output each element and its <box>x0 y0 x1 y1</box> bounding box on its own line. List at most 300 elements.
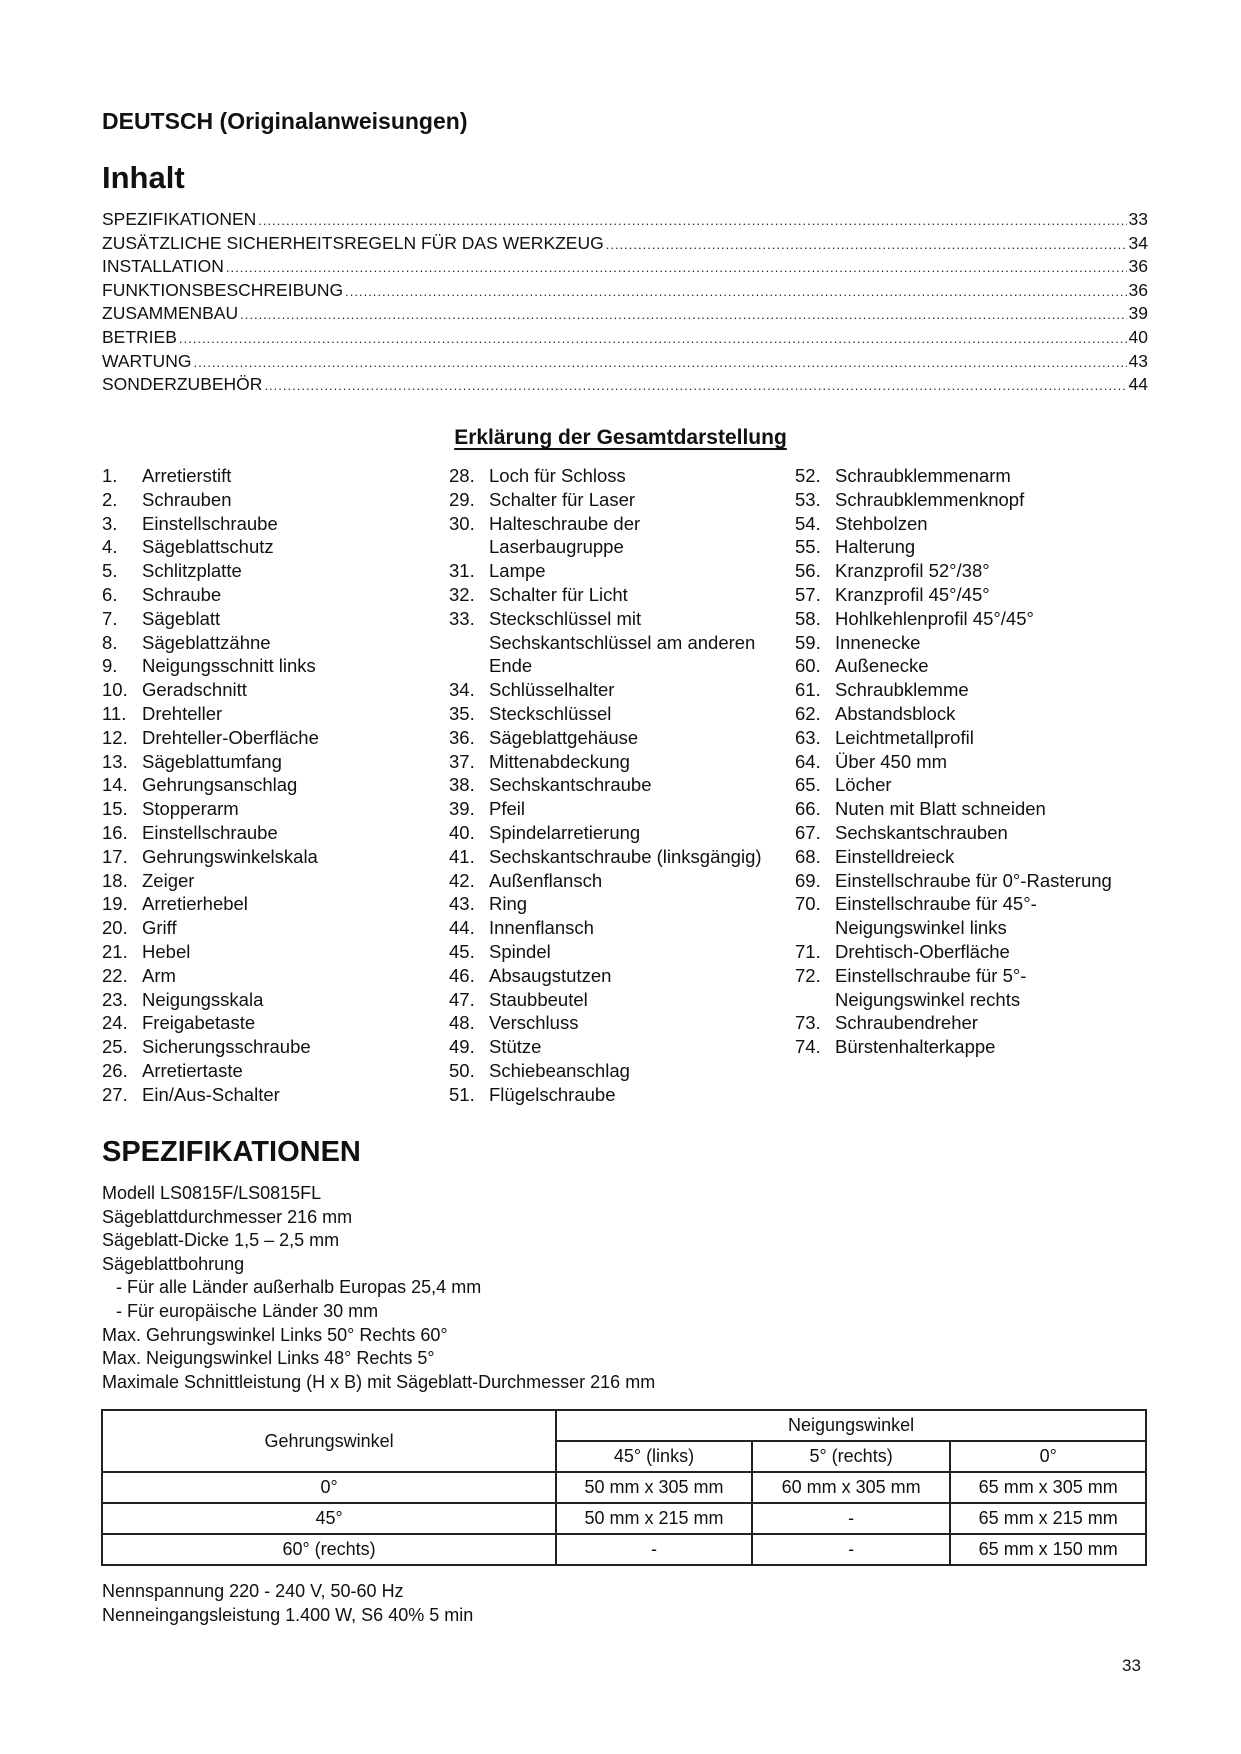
electrical-specs <box>102 1580 473 1627</box>
legend-item-number: 18. <box>102 869 128 891</box>
legend-item <box>449 988 779 1012</box>
legend-item-number: 68. <box>795 845 821 867</box>
page-number: 33 <box>1122 1656 1141 1675</box>
spec-line: - Für europäische Länder 30 mm <box>116 1300 379 1321</box>
legend-item-label: Über 450 mm <box>835 750 948 772</box>
legend-item-label: Einstellschraube für 5°- <box>835 964 1027 986</box>
table-column-header: 45° (links) <box>556 1441 752 1472</box>
toc-entry-page: 36 <box>1128 256 1148 277</box>
legend-item-label: Sägeblattschutz <box>142 536 274 558</box>
rated-voltage: Nennspannung 220 - 240 V, 50-60 Hz <box>102 1581 404 1601</box>
legend-item-number: 69. <box>795 869 821 891</box>
legend-item-number: 34. <box>449 679 475 701</box>
legend-item-label: Schraube <box>142 583 222 605</box>
legend-item-number: 1. <box>102 465 118 486</box>
specifications-title: SPEZIFIKATIONEN <box>102 1136 361 1168</box>
legend-item <box>102 702 422 726</box>
legend-title: Erklärung der Gesamtdarstellung <box>454 426 787 449</box>
legend-item-number: 7. <box>102 607 118 629</box>
legend-item-number <box>795 916 835 940</box>
legend-item-number: 29. <box>449 488 475 510</box>
legend-item <box>102 1059 422 1083</box>
legend-item-number: 63. <box>795 726 821 748</box>
legend-item-label: Pfeil <box>489 798 525 820</box>
legend-item <box>795 726 1135 750</box>
table-cell-label: 60° (rechts) <box>102 1534 556 1565</box>
legend-item-number: 66. <box>795 798 821 820</box>
legend-item <box>795 892 1135 916</box>
legend-item-number <box>449 654 489 678</box>
legend-item <box>795 916 1135 940</box>
legend-item-number: 17. <box>102 845 128 867</box>
toc-entry-title: ZUSAMMENBAU <box>102 303 239 324</box>
legend-item-label: Loch für Schloss <box>489 465 626 486</box>
toc-entry-page: 43 <box>1128 350 1148 371</box>
legend-item-number: 23. <box>102 988 128 1010</box>
legend-item <box>449 488 779 512</box>
legend-item-label: Löcher <box>835 774 892 796</box>
table-row <box>102 1472 1146 1503</box>
legend-item-label: Ein/Aus-Schalter <box>142 1083 280 1105</box>
spec-line: Max. Gehrungswinkel Links 50° Rechts 60° <box>102 1324 448 1345</box>
legend-item-number: 8. <box>102 631 118 653</box>
toc-entry-title: WARTUNG <box>102 350 192 371</box>
legend-item <box>102 607 422 631</box>
legend-item-number: 13. <box>102 750 128 772</box>
legend-item <box>795 821 1135 845</box>
legend-item <box>102 988 422 1012</box>
legend-item <box>449 773 779 797</box>
legend-item <box>449 1011 779 1035</box>
legend-item-number: 22. <box>102 964 128 986</box>
cutting-capacity-table <box>101 1409 1147 1566</box>
spec-line: - Für alle Länder außerhalb Europas 25,4 mm <box>116 1277 482 1298</box>
legend-item-label: Lampe <box>489 560 546 582</box>
legend-item <box>102 488 422 512</box>
legend-item <box>795 512 1135 536</box>
legend-item-number: 45. <box>449 940 475 962</box>
legend-item-number: 31. <box>449 560 475 582</box>
rated-input-power: Nenneingangsleistung 1.400 W, S6 40% 5 min <box>102 1604 474 1625</box>
legend-item <box>102 773 422 797</box>
legend-item-label: Einstellschraube <box>142 512 278 534</box>
legend-item-number: 72. <box>795 964 821 986</box>
legend-item-number: 35. <box>449 702 475 724</box>
legend-item-label: Schraubendreher <box>835 1012 978 1034</box>
table-cell: 50 mm x 305 mm <box>556 1472 752 1503</box>
legend-item <box>102 845 422 869</box>
legend-column-2 <box>449 464 779 1107</box>
legend-item-label: Drehteller-Oberfläche <box>142 726 319 748</box>
legend-item <box>449 654 779 678</box>
legend-item <box>795 654 1135 678</box>
legend-item-label: Außenecke <box>835 655 929 677</box>
legend-item-label: Einstellschraube <box>142 821 278 843</box>
legend-item-label: Schalter für Laser <box>489 488 636 510</box>
legend-item <box>795 1035 1135 1059</box>
legend-item <box>449 821 779 845</box>
legend-item-label: Zeiger <box>142 869 195 891</box>
legend-item-label: Sägeblattgehäuse <box>489 726 639 748</box>
legend-item-number: 40. <box>449 821 475 843</box>
legend-item-label: Stehbolzen <box>835 512 928 534</box>
legend-item-label: Neigungswinkel rechts <box>835 988 1021 1010</box>
legend-item-label: Stütze <box>489 1036 542 1058</box>
legend-item-number: 4. <box>102 536 118 558</box>
legend-item-number <box>795 988 835 1012</box>
legend-item <box>102 654 422 678</box>
table-row-header: Gehrungswinkel <box>102 1410 556 1472</box>
legend-item-number: 28. <box>449 465 475 486</box>
toc-entry[interactable] <box>102 302 1148 326</box>
legend-item <box>449 940 779 964</box>
legend-item <box>449 916 779 940</box>
legend-item <box>449 964 779 988</box>
legend-item-number: 48. <box>449 1012 475 1034</box>
legend-item <box>449 607 779 631</box>
legend-item-label: Arretierstift <box>142 465 232 486</box>
toc-entry[interactable] <box>102 279 1148 303</box>
legend-item-number: 57. <box>795 583 821 605</box>
language-title: DEUTSCH (Originalanweisungen) <box>102 108 468 134</box>
legend-item-number: 51. <box>449 1083 475 1105</box>
legend-item-label: Ring <box>489 893 528 915</box>
legend-item-label: Schalter für Licht <box>489 583 628 605</box>
legend-item-number: 14. <box>102 774 128 796</box>
legend-item-label: Sechskantschraube <box>489 774 652 796</box>
legend-item-label: Neigungsskala <box>142 988 264 1010</box>
table-cell: 50 mm x 215 mm <box>556 1503 752 1534</box>
table-cell-label: 45° <box>102 1503 556 1534</box>
legend-item-number: 32. <box>449 583 475 605</box>
toc-entry-title: INSTALLATION <box>102 256 224 277</box>
legend-item <box>449 1059 779 1083</box>
table-cell: 65 mm x 215 mm <box>950 1503 1146 1534</box>
legend-column-3 <box>795 464 1135 1059</box>
legend-item-label: Innenecke <box>835 631 921 653</box>
toc-entry[interactable] <box>102 326 1148 350</box>
legend-item <box>795 773 1135 797</box>
legend-item-number: 19. <box>102 893 128 915</box>
legend-item-number: 5. <box>102 560 118 582</box>
legend-item-number: 73. <box>795 1012 821 1034</box>
legend-item-number: 50. <box>449 1059 475 1081</box>
toc-entry-title: ZUSÄTZLICHE SICHERHEITSREGELN FÜR DAS WERKZEUG <box>102 232 604 253</box>
legend-column-1 <box>102 464 422 1107</box>
legend-item-number: 12. <box>102 726 128 748</box>
legend-item <box>795 607 1135 631</box>
legend-item-label: Absaugstutzen <box>489 964 612 986</box>
legend-item-label: Geradschnitt <box>142 679 247 701</box>
legend-item <box>102 964 422 988</box>
specifications-list <box>102 1182 655 1394</box>
legend-item-label: Verschluss <box>489 1012 579 1034</box>
legend-item-number: 74. <box>795 1036 821 1058</box>
legend-item <box>795 583 1135 607</box>
legend-item-label: Sicherungsschraube <box>142 1036 311 1058</box>
legend-item-label: Sägeblatt <box>142 607 221 629</box>
toc-entry[interactable] <box>102 350 1148 374</box>
legend-item-label: Arm <box>142 964 176 986</box>
table-cell: - <box>752 1503 951 1534</box>
legend-item-label: Sägeblattzähne <box>142 631 271 653</box>
table-group-header: Neigungswinkel <box>556 1410 1146 1441</box>
toc-entry[interactable] <box>102 255 1148 279</box>
legend-item-number: 37. <box>449 750 475 772</box>
legend-item <box>102 797 422 821</box>
legend-item <box>102 1083 422 1107</box>
legend-item <box>449 559 779 583</box>
legend-item <box>102 750 422 774</box>
toc-entry-page: 40 <box>1128 326 1148 347</box>
legend-item <box>449 797 779 821</box>
spec-line: Sägeblattdurchmesser 216 mm <box>102 1206 353 1227</box>
legend-item-label: Laserbaugruppe <box>489 536 624 558</box>
spec-line: Maximale Schnittleistung (H x B) mit Sägeblatt-Durchmesser 216 mm <box>102 1371 656 1392</box>
legend-item-label: Spindelarretierung <box>489 821 641 843</box>
legend-item <box>102 464 422 488</box>
legend-item <box>449 845 779 869</box>
table-cell-label: 0° <box>102 1472 556 1503</box>
legend-item-number: 53. <box>795 488 821 510</box>
legend-item-number: 33. <box>449 607 475 629</box>
legend-item-number: 46. <box>449 964 475 986</box>
legend-item <box>795 631 1135 655</box>
toc-dot-leader <box>226 256 1127 280</box>
legend-item-label: Schraubklemmenknopf <box>835 488 1025 510</box>
toc-entry-title: SPEZIFIKATIONEN <box>102 209 257 229</box>
legend-item <box>102 940 422 964</box>
legend-item-label: Drehteller <box>142 702 223 724</box>
legend-item-label: Innenflansch <box>489 917 594 939</box>
toc-entry-title: SONDERZUBEHÖR <box>102 374 263 395</box>
spec-line: Sägeblattbohrung <box>102 1253 245 1274</box>
legend-item <box>795 1011 1135 1035</box>
toc-entry-page: 34 <box>1128 232 1148 253</box>
legend-item-number: 60. <box>795 655 821 677</box>
table-column-header: 5° (rechts) <box>752 1441 951 1472</box>
legend-item <box>449 512 779 536</box>
legend-item <box>449 583 779 607</box>
legend-item-label: Mittenabdeckung <box>489 750 630 772</box>
table-cell: 60 mm x 305 mm <box>752 1472 951 1503</box>
legend-item-label: Ende <box>489 655 533 677</box>
spec-line: Modell LS0815F/LS0815FL <box>102 1183 322 1203</box>
legend-item <box>449 535 779 559</box>
toc-entry[interactable] <box>102 373 1148 397</box>
legend-item-label: Abstandsblock <box>835 702 956 724</box>
legend-item-label: Sechskantschraube (linksgängig) <box>489 845 762 867</box>
legend-item <box>102 678 422 702</box>
legend-item <box>102 583 422 607</box>
legend-item-label: Hohlkehlenprofil 45°/45° <box>835 607 1034 629</box>
toc-dot-leader <box>606 233 1127 257</box>
legend-item-label: Leichtmetallprofil <box>835 726 974 748</box>
legend-item-number: 15. <box>102 798 128 820</box>
legend-item-number: 6. <box>102 583 118 605</box>
toc-entry[interactable] <box>102 208 1148 232</box>
legend-item-number: 47. <box>449 988 475 1010</box>
table-of-contents <box>102 208 1148 397</box>
legend-item-label: Arretiertaste <box>142 1059 243 1081</box>
legend-item <box>795 845 1135 869</box>
legend-item-label: Gehrungsanschlag <box>142 774 298 796</box>
legend-item-label: Drehtisch-Oberfläche <box>835 940 1010 962</box>
legend-item-number <box>449 631 489 655</box>
legend-item-label: Schlitzplatte <box>142 560 242 582</box>
legend-item <box>795 988 1135 1012</box>
legend-item <box>795 750 1135 774</box>
legend-item-label: Einstellschraube für 0°-Rasterung <box>835 869 1112 891</box>
legend-item-label: Nuten mit Blatt schneiden <box>835 798 1046 820</box>
toc-dot-leader <box>193 351 1126 375</box>
legend-item-label: Arretierhebel <box>142 893 248 915</box>
legend-item <box>795 678 1135 702</box>
legend-item-number: 56. <box>795 560 821 582</box>
legend-item <box>102 512 422 536</box>
legend-item-label: Schraubklemmenarm <box>835 465 1011 486</box>
legend-item <box>102 916 422 940</box>
legend-item-label: Steckschlüssel <box>489 702 612 724</box>
toc-dot-leader <box>264 374 1126 398</box>
legend-item-label: Flügelschraube <box>489 1083 616 1105</box>
legend-item <box>449 702 779 726</box>
legend-item-label: Steckschlüssel mit <box>489 607 642 629</box>
legend-item-label: Neigungsschnitt links <box>142 655 316 677</box>
legend-item-label: Hebel <box>142 940 191 962</box>
legend-item <box>102 631 422 655</box>
legend-item-label: Griff <box>142 917 177 939</box>
legend-item <box>449 464 779 488</box>
table-cell: 65 mm x 305 mm <box>950 1472 1146 1503</box>
legend-item-label: Einstelldreieck <box>835 845 955 867</box>
toc-dot-leader <box>179 327 1127 351</box>
toc-entry-title: FUNKTIONSBESCHREIBUNG <box>102 279 344 300</box>
legend-item-label: Staubbeutel <box>489 988 588 1010</box>
legend-item-label: Schlüsselhalter <box>489 679 615 701</box>
legend-item <box>795 702 1135 726</box>
toc-dot-leader <box>240 303 1126 327</box>
legend-item <box>449 726 779 750</box>
legend-item-label: Einstellschraube für 45°- <box>835 893 1037 915</box>
legend-item-number <box>449 535 489 559</box>
legend-item-number: 54. <box>795 512 821 534</box>
legend-item-number: 26. <box>102 1059 128 1081</box>
legend-item-number: 21. <box>102 940 128 962</box>
legend-item <box>102 892 422 916</box>
legend-item-label: Schraubklemme <box>835 679 969 701</box>
legend-item-number: 16. <box>102 821 128 843</box>
legend-item-number: 3. <box>102 512 118 534</box>
legend-item-label: Kranzprofil 45°/45° <box>835 583 990 605</box>
toc-entry-page: 44 <box>1128 374 1148 395</box>
legend-item-label: Spindel <box>489 940 551 962</box>
legend-item <box>449 1035 779 1059</box>
table-row <box>102 1534 1146 1565</box>
legend-item-label: Sägeblattumfang <box>142 750 282 772</box>
legend-item-label: Sechskantschlüssel am anderen <box>489 631 756 653</box>
legend-item-number: 44. <box>449 917 475 939</box>
legend-item-number: 67. <box>795 821 821 843</box>
toc-title: Inhalt <box>102 160 185 195</box>
legend-item-label: Freigabetaste <box>142 1012 256 1034</box>
legend-item-number: 62. <box>795 702 821 724</box>
legend-item <box>795 797 1135 821</box>
legend-item-number: 11. <box>102 702 127 724</box>
legend-item <box>449 750 779 774</box>
toc-dot-leader <box>345 280 1126 304</box>
legend-item-number: 43. <box>449 893 475 915</box>
legend-item <box>102 869 422 893</box>
legend-item-number: 10. <box>102 679 128 701</box>
legend-item-number: 38. <box>449 774 475 796</box>
table-row <box>102 1503 1146 1534</box>
legend-item-number: 30. <box>449 512 475 534</box>
legend-item-number: 41. <box>449 845 475 867</box>
legend-item <box>795 940 1135 964</box>
toc-entry-page: 39 <box>1128 303 1148 324</box>
legend-item-number: 61. <box>795 679 821 701</box>
legend-item-number: 42. <box>449 869 475 891</box>
toc-entry-page: 33 <box>1128 209 1148 229</box>
toc-entry-page: 36 <box>1128 279 1148 300</box>
table-cell: - <box>556 1534 752 1565</box>
legend-item <box>795 464 1135 488</box>
legend-item-number: 55. <box>795 536 821 558</box>
legend-item-number: 52. <box>795 465 821 486</box>
legend-item-label: Gehrungswinkelskala <box>142 845 318 867</box>
spec-line: Sägeblatt-Dicke 1,5 – 2,5 mm <box>102 1230 340 1251</box>
legend-item-label: Schrauben <box>142 488 232 510</box>
legend-item <box>102 1011 422 1035</box>
legend-item-label: Schiebeanschlag <box>489 1059 630 1081</box>
legend-item-number: 36. <box>449 726 475 748</box>
legend-item <box>795 535 1135 559</box>
legend-item-label: Neigungswinkel links <box>835 917 1007 939</box>
legend-item-number: 24. <box>102 1012 128 1034</box>
legend-item-label: Stopperarm <box>142 798 239 820</box>
legend-item-number: 64. <box>795 750 821 772</box>
table-cell: - <box>752 1534 951 1565</box>
legend-item-number: 59. <box>795 631 821 653</box>
toc-entry[interactable] <box>102 232 1148 256</box>
legend-item <box>102 821 422 845</box>
legend-item-number: 25. <box>102 1036 128 1058</box>
legend-item <box>102 535 422 559</box>
legend-item-number: 71. <box>795 940 821 962</box>
legend-item <box>795 488 1135 512</box>
legend-item-number: 27. <box>102 1083 128 1105</box>
legend-item-number: 70. <box>795 893 821 915</box>
spec-line: Max. Neigungswinkel Links 48° Rechts 5° <box>102 1348 435 1369</box>
legend-item-label: Außenflansch <box>489 869 603 891</box>
legend-item <box>102 1035 422 1059</box>
legend-item <box>449 892 779 916</box>
legend-item-number: 39. <box>449 798 475 820</box>
legend-item-label: Sechskantschrauben <box>835 821 1008 843</box>
legend-item <box>449 631 779 655</box>
legend-item-label: Halterung <box>835 536 916 558</box>
legend-item-number: 20. <box>102 917 128 939</box>
legend-item-number: 49. <box>449 1036 475 1058</box>
legend-item <box>795 869 1135 893</box>
legend-item <box>795 559 1135 583</box>
legend-item <box>449 1083 779 1107</box>
legend-item-label: Bürstenhalterkappe <box>835 1036 996 1058</box>
legend-item <box>795 964 1135 988</box>
legend-item-number: 65. <box>795 774 821 796</box>
legend-item-label: Kranzprofil 52°/38° <box>835 560 990 582</box>
